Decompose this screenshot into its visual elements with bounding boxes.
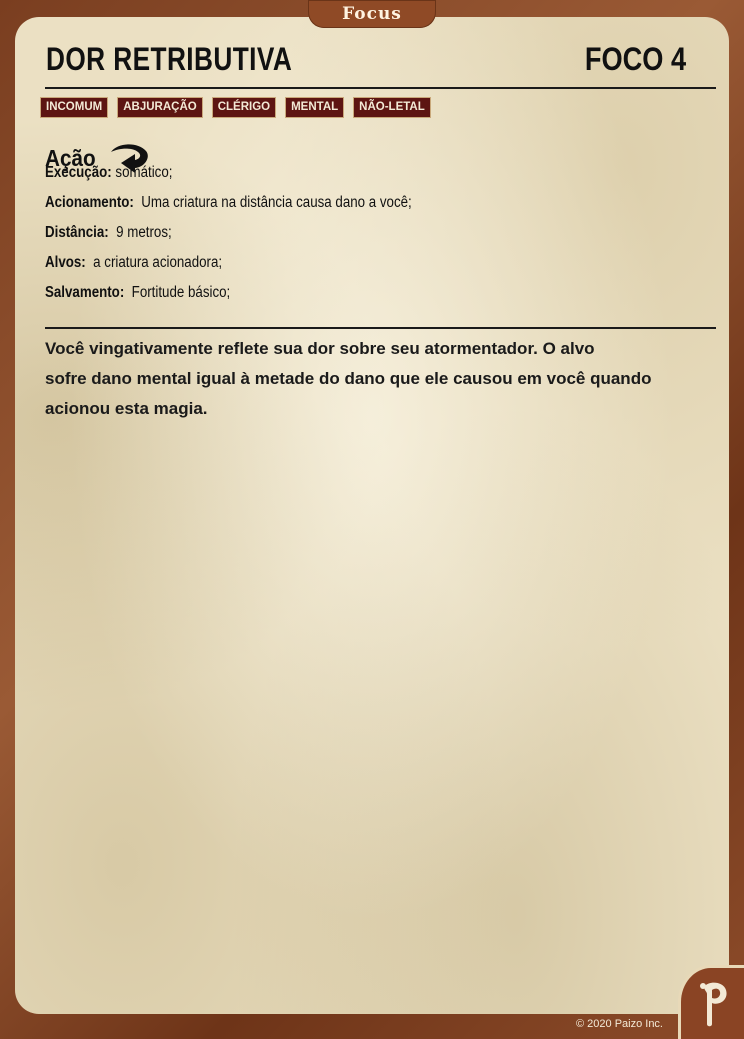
stat-targets-value: a criatura acionadora; bbox=[93, 254, 223, 271]
stat-cast-value: somático; bbox=[115, 164, 173, 181]
stat-trigger bbox=[45, 194, 412, 212]
spell-level: FOCO 4 bbox=[584, 41, 686, 77]
trait-badge: INCOMUM bbox=[40, 97, 108, 118]
focus-tab: Focus bbox=[308, 0, 436, 28]
stat-trigger-label: Acionamento: bbox=[45, 194, 134, 211]
trait-badge: NÃO-LETAL bbox=[353, 97, 431, 118]
description-line: sofre dano mental igual à metade do dano que ele causou em você quando bbox=[45, 369, 652, 388]
trait-badge: ABJURAÇÃO bbox=[117, 97, 202, 118]
stat-range bbox=[45, 224, 172, 242]
stat-targets-label: Alvos: bbox=[45, 254, 86, 271]
stat-save bbox=[45, 284, 230, 302]
stat-save-label: Salvamento: bbox=[45, 284, 125, 301]
divider-top bbox=[45, 87, 716, 89]
stat-targets bbox=[45, 254, 222, 272]
stat-cast-label: Execução: bbox=[45, 164, 112, 181]
trait-badge: CLÉRIGO bbox=[212, 97, 276, 118]
stat-range-value: 9 metros; bbox=[116, 224, 172, 241]
stat-range-label: Distância: bbox=[45, 224, 109, 241]
trait-list bbox=[40, 97, 431, 118]
card-face bbox=[15, 17, 729, 1014]
stat-trigger-value: Uma criatura na distância causa dano a você; bbox=[141, 194, 412, 211]
stat-cast bbox=[45, 164, 172, 182]
spell-title: DOR RETRIBUTIVA bbox=[46, 41, 293, 77]
paizo-logo bbox=[678, 965, 744, 1039]
copyright-text: © 2020 Paizo Inc. bbox=[576, 1018, 663, 1030]
stat-save-value: Fortitude básico; bbox=[131, 284, 231, 301]
spell-description bbox=[45, 334, 705, 424]
description-line: acionou esta magia. bbox=[45, 399, 208, 418]
action-label: Ação bbox=[45, 144, 96, 171]
paizo-logo-icon bbox=[693, 978, 733, 1030]
trait-badge: MENTAL bbox=[285, 97, 344, 118]
divider-mid bbox=[45, 327, 716, 329]
description-line: Você vingativamente reflete sua dor sobre seu atormentador. O alvo bbox=[45, 339, 595, 358]
